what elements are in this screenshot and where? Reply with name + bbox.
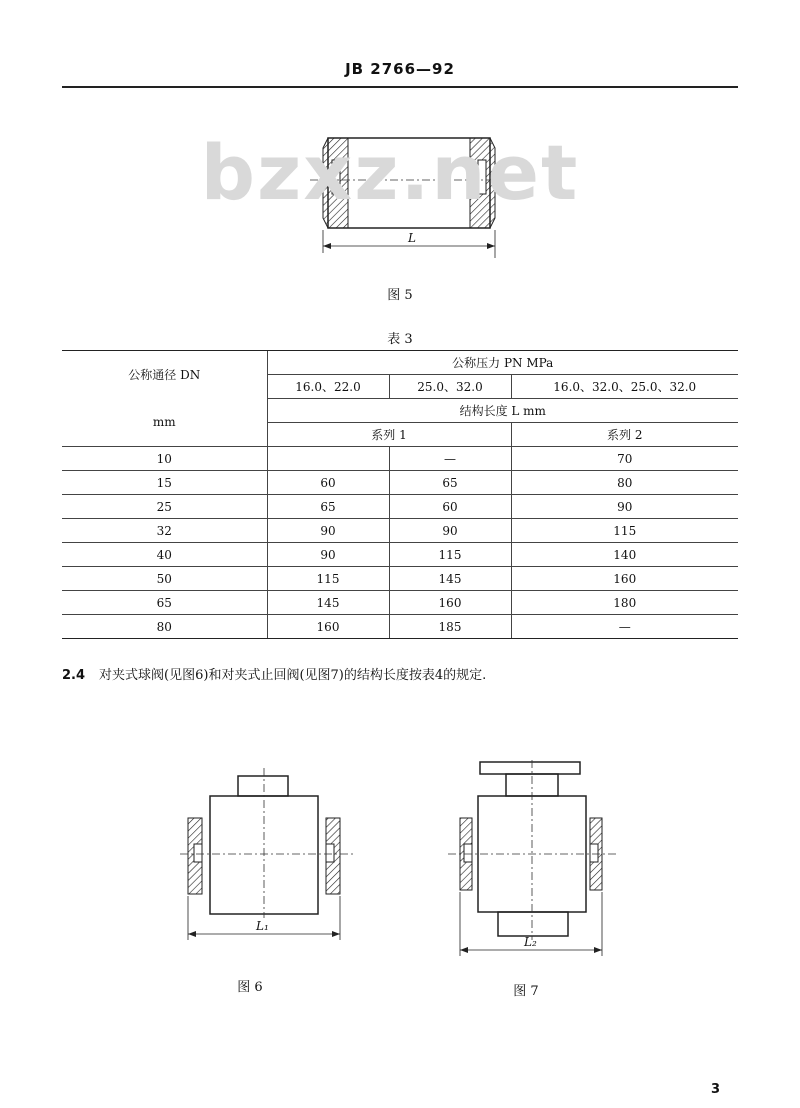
cell-col1: 60 xyxy=(267,471,389,495)
cell-col3: 180 xyxy=(511,591,738,615)
cell-dn: 25 xyxy=(62,495,267,519)
cell-col1: 160 xyxy=(267,615,389,639)
header-series-1: 系列 1 xyxy=(267,423,511,447)
cell-col1 xyxy=(267,447,389,471)
section-text: 对夹式球阀(见图6)和对夹式止回阀(见图7)的结构长度按表4的规定. xyxy=(99,668,487,683)
header-structure-length: 结构长度 L mm xyxy=(267,399,738,423)
cell-col2: 145 xyxy=(389,567,511,591)
cell-dn: 32 xyxy=(62,519,267,543)
cell-col1: 90 xyxy=(267,543,389,567)
cell-dn: 10 xyxy=(62,447,267,471)
cell-col1: 115 xyxy=(267,567,389,591)
cell-col1: 145 xyxy=(267,591,389,615)
table-row xyxy=(62,471,738,495)
figure-7-drawing xyxy=(448,760,618,960)
cell-col3: 70 xyxy=(511,447,738,471)
header-pn-group-1: 16.0、22.0 xyxy=(267,375,389,399)
cell-dn: 40 xyxy=(62,543,267,567)
cell-col3: 160 xyxy=(511,567,738,591)
header-rule xyxy=(62,86,738,88)
header-nominal-size: 公称通径 DN xyxy=(62,351,267,399)
header-series-2: 系列 2 xyxy=(511,423,738,447)
table-3-title: 表 3 xyxy=(387,332,413,347)
cell-col1: 90 xyxy=(267,519,389,543)
standard-code-header: JB 2766—92 xyxy=(345,60,455,78)
cell-col2: — xyxy=(389,447,511,471)
section-2-4 xyxy=(62,664,738,683)
table-row xyxy=(62,495,738,519)
cell-col1: 65 xyxy=(267,495,389,519)
cell-col3: — xyxy=(511,615,738,639)
figure-6-dim-label: L₁ xyxy=(256,919,269,933)
table-row xyxy=(62,543,738,567)
table-row xyxy=(62,615,738,639)
cell-col3: 90 xyxy=(511,495,738,519)
cell-col2: 60 xyxy=(389,495,511,519)
watermark: bzxz.net xyxy=(200,128,580,217)
header-pn-group-3: 16.0、32.0、25.0、32.0 xyxy=(511,375,738,399)
cell-col3: 115 xyxy=(511,519,738,543)
table-row xyxy=(62,519,738,543)
header-pn-group-2: 25.0、32.0 xyxy=(389,375,511,399)
table-row xyxy=(62,591,738,615)
table-row xyxy=(62,447,738,471)
header-nominal-pressure: 公称压力 PN MPa xyxy=(267,351,738,375)
cell-col2: 185 xyxy=(389,615,511,639)
cell-col3: 80 xyxy=(511,471,738,495)
figure-7-dim-label: L₂ xyxy=(524,935,537,949)
page-number: 3 xyxy=(710,1082,720,1097)
cell-col2: 160 xyxy=(389,591,511,615)
table-3 xyxy=(62,350,738,639)
section-number: 2.4 xyxy=(62,668,86,683)
figure-7-caption: 图 7 xyxy=(513,984,539,999)
cell-dn: 65 xyxy=(62,591,267,615)
cell-dn: 50 xyxy=(62,567,267,591)
figure-6-drawing xyxy=(180,768,360,948)
figure-5-caption: 图 5 xyxy=(387,288,413,303)
cell-dn: 80 xyxy=(62,615,267,639)
cell-col3: 140 xyxy=(511,543,738,567)
cell-col2: 90 xyxy=(389,519,511,543)
cell-col2: 65 xyxy=(389,471,511,495)
cell-col2: 115 xyxy=(389,543,511,567)
header-unit-mm: mm xyxy=(152,415,176,430)
cell-dn: 15 xyxy=(62,471,267,495)
figure-6-caption: 图 6 xyxy=(237,980,263,995)
figure-5-dim-label: L xyxy=(408,231,416,245)
table-row xyxy=(62,567,738,591)
